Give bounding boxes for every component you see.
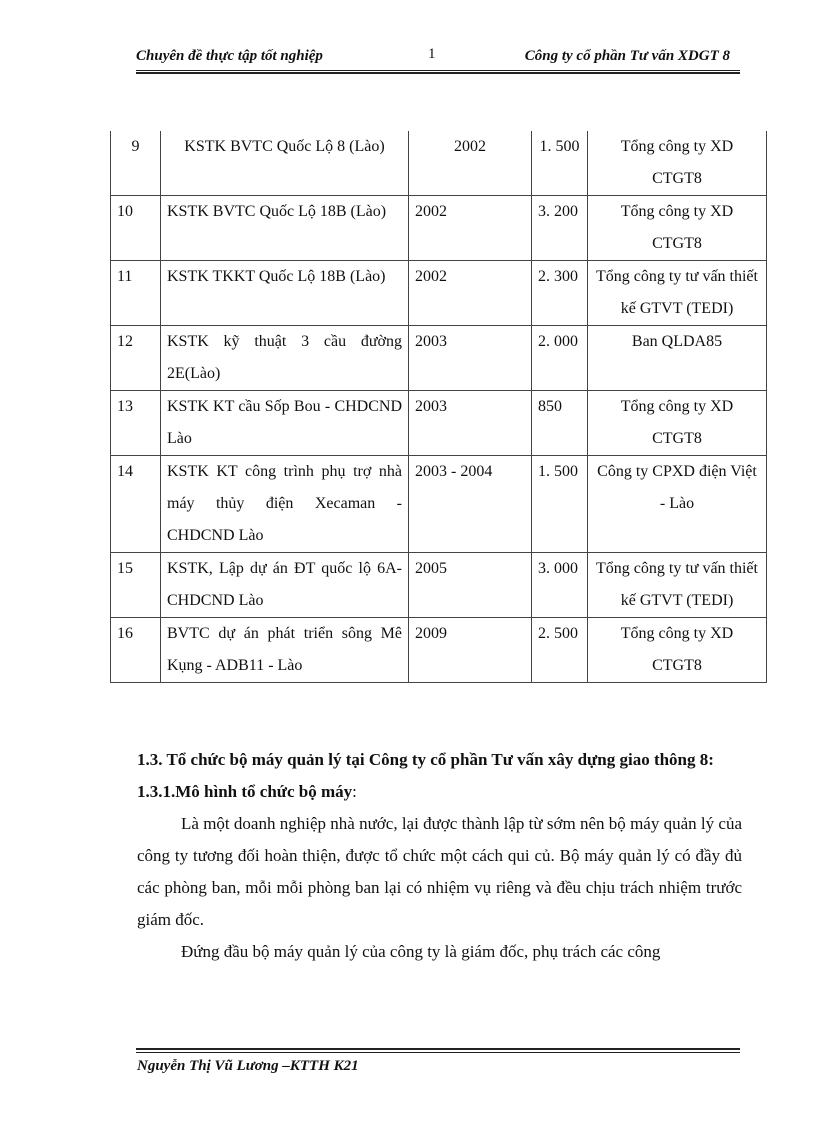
header-rule-thick <box>136 72 740 74</box>
header-page-number: 1 <box>428 46 436 62</box>
table-row <box>111 618 767 683</box>
row-number: 16 <box>111 618 161 683</box>
project-year: 2003 <box>409 326 532 391</box>
project-year: 2009 <box>409 618 532 683</box>
table-row <box>111 131 767 196</box>
project-client: Tổng công ty tư vấn thiết kế GTVT (TEDI) <box>588 261 767 326</box>
project-year: 2002 <box>409 196 532 261</box>
project-year: 2002 <box>409 261 532 326</box>
table-row <box>111 326 767 391</box>
project-year: 2003 - 2004 <box>409 456 532 553</box>
project-name: KSTK KT cầu Sốp Bou - CHDCND Lào <box>161 391 409 456</box>
table-row <box>111 196 767 261</box>
project-value: 3. 200 <box>532 196 588 261</box>
project-value: 2. 300 <box>532 261 588 326</box>
footer-author: Nguyễn Thị Vũ Lương –KTTH K21 <box>137 1058 359 1074</box>
project-value: 3. 000 <box>532 553 588 618</box>
paragraph-1: Là một doanh nghiệp nhà nước, lại được thành lập từ sớm nên bộ máy quản lý của công ty tương đối hoàn thiện, được tổ chức một cách qui củ. Bộ máy quản lý có đầy đủ các phòng ban, mỗi mỗi phòng ban lại có nhiệm vụ riêng và đều chịu trách nhiệm trước giám đốc. <box>137 814 742 929</box>
project-name: KSTK TKKT Quốc Lộ 18B (Lào) <box>161 261 409 326</box>
footer-rule-thick <box>136 1048 740 1050</box>
project-client: Tổng công ty XD CTGT8 <box>588 618 767 683</box>
project-name: KSTK, Lập dự án ĐT quốc lộ 6A- CHDCND Lào <box>161 553 409 618</box>
subsection-heading <box>137 776 742 808</box>
project-name: KSTK kỹ thuật 3 cầu đường 2E(Lào) <box>161 326 409 391</box>
row-number: 12 <box>111 326 161 391</box>
table-row <box>111 456 767 553</box>
project-client: Tổng công ty XD CTGT8 <box>588 196 767 261</box>
project-name: KSTK KT công trình phụ trợ nhà máy thủy điện Xecaman - CHDCND Lào <box>161 456 409 553</box>
project-year: 2005 <box>409 553 532 618</box>
project-value: 1. 500 <box>532 131 588 196</box>
project-client: Tổng công ty XD CTGT8 <box>588 391 767 456</box>
project-value: 2. 500 <box>532 618 588 683</box>
footer-rule <box>136 1052 740 1053</box>
section-title: 1.3. Tổ chức bộ máy quản lý tại Công ty cổ phần Tư vấn xây dựng giao thông 8: <box>137 750 714 769</box>
project-name: BVTC dự án phát triển sông Mê Kụng - ADB11 - Lào <box>161 618 409 683</box>
projects-table <box>110 131 767 683</box>
project-value: 850 <box>532 391 588 456</box>
row-number: 13 <box>111 391 161 456</box>
header-document-title: Chuyên đề thực tập tốt nghiệp <box>136 48 323 64</box>
table-row <box>111 391 767 456</box>
project-client: Công ty CPXD điện Việt - Lào <box>588 456 767 553</box>
table-row <box>111 261 767 326</box>
project-client: Tổng công ty tư vấn thiết kế GTVT (TEDI) <box>588 553 767 618</box>
project-client: Ban QLDA85 <box>588 326 767 391</box>
body-text <box>137 744 742 968</box>
project-name: KSTK BVTC Quốc Lộ 8 (Lào) <box>161 131 409 196</box>
project-value: 1. 500 <box>532 456 588 553</box>
subsection-title: 1.3.1.Mô hình tổ chức bộ máy <box>137 782 353 801</box>
paragraph-2: Đứng đầu bộ máy quản lý của công ty là giám đốc, phụ trách các công <box>181 942 661 961</box>
header-company-name: Công ty cổ phần Tư vấn XDGT 8 <box>524 48 730 64</box>
projects-table-body <box>111 131 767 683</box>
project-name: KSTK BVTC Quốc Lộ 18B (Lào) <box>161 196 409 261</box>
header-rule <box>136 70 740 71</box>
subsection-colon: : <box>352 782 357 801</box>
row-number: 11 <box>111 261 161 326</box>
row-number: 9 <box>111 131 161 196</box>
table-row <box>111 553 767 618</box>
row-number: 15 <box>111 553 161 618</box>
project-value: 2. 000 <box>532 326 588 391</box>
row-number: 10 <box>111 196 161 261</box>
project-year: 2003 <box>409 391 532 456</box>
page-header <box>136 48 740 72</box>
project-client: Tổng công ty XD CTGT8 <box>588 131 767 196</box>
row-number: 14 <box>111 456 161 553</box>
project-year: 2002 <box>409 131 532 196</box>
